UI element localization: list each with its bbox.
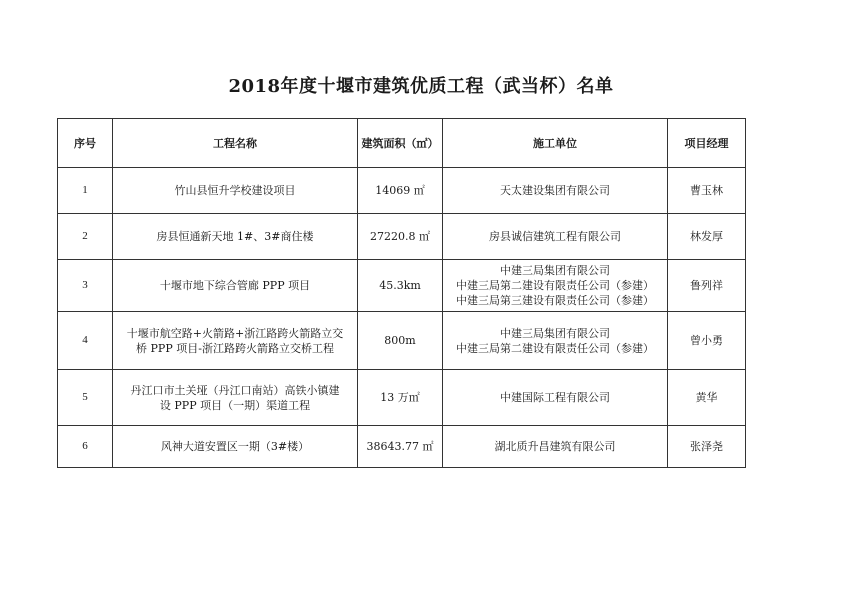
table-row [58,168,746,214]
project-name-line: 风神大道安置区一期（3#楼） [160,440,310,453]
cell-builder [443,370,668,426]
builder-line: 中建三局第二建设有限责任公司（参建） [456,341,654,355]
cell-project-name [113,312,358,370]
cell-manager: 鲁列祥 [668,260,746,312]
cell-no: 5 [58,370,113,426]
cell-manager: 曹玉林 [668,168,746,214]
cell-no: 3 [58,260,113,312]
cell-area: 27220.8 ㎡ [358,214,443,260]
table-row [58,312,746,370]
header-manager: 项目经理 [668,119,746,168]
project-name-line: 设 PPP 项目（一期）渠道工程 [159,398,311,412]
cell-area: 800m [358,312,443,370]
cell-manager: 黄华 [668,370,746,426]
table-row [58,370,746,426]
builder-line: 中建三局第二建设有限责任公司（参建） [456,279,654,292]
cell-area: 45.3km [358,260,443,312]
cell-no: 1 [58,168,113,214]
project-name-line: 十堰市地下综合管廊 PPP 项目 [159,279,311,292]
cell-builder [443,260,668,312]
cell-builder [443,312,668,370]
award-list-table [57,118,746,468]
cell-manager: 张泽尧 [668,426,746,468]
cell-builder [443,214,668,260]
table-row [58,260,746,312]
header-project-name: 工程名称 [113,119,358,168]
cell-no: 4 [58,312,113,370]
cell-manager: 曾小勇 [668,312,746,370]
builder-line: 中建三局集团有限公司 [500,264,610,277]
builder-line: 中建国际工程有限公司 [500,391,610,404]
cell-builder [443,426,668,468]
header-no: 序号 [58,119,113,168]
header-area: 建筑面积（㎡） [358,119,443,168]
cell-no: 6 [58,426,113,468]
cell-area: 13 万㎡ [358,370,443,426]
project-name-line: 桥 PPP 项目-浙江路跨火箭路立交桥工程 [136,341,334,355]
builder-line: 中建三局第三建设有限责任公司（参建） [456,294,654,307]
cell-builder [443,168,668,214]
cell-manager: 林发厚 [668,214,746,260]
table-body [58,168,746,468]
cell-area: 38643.77 ㎡ [358,426,443,468]
project-name-line: 竹山县恒升学校建设项目 [174,184,296,197]
cell-area: 14069 ㎡ [358,168,443,214]
builder-line: 湖北质升昌建筑有限公司 [494,440,616,453]
table-header-row [58,119,746,168]
table-row [58,426,746,468]
cell-project-name [113,426,358,468]
project-name-line: 十堰市航空路+火箭路+浙江路跨火箭路立交 [126,326,344,340]
cell-no: 2 [58,214,113,260]
builder-line: 中建三局集团有限公司 [500,326,610,340]
header-builder: 施工单位 [443,119,668,168]
page-title: 2018年度十堰市建筑优质工程（武当杯）名单 [228,76,614,97]
table-row [58,214,746,260]
project-name-line: 丹江口市土关垭（丹江口南站）高铁小镇建 [130,383,340,397]
cell-project-name [113,168,358,214]
cell-project-name [113,370,358,426]
project-name-line: 房县恒通新天地 1#、3#商住楼 [156,230,314,243]
cell-project-name [113,260,358,312]
builder-line: 天太建设集团有限公司 [500,184,610,197]
cell-project-name [113,214,358,260]
builder-line: 房县诚信建筑工程有限公司 [489,230,621,243]
